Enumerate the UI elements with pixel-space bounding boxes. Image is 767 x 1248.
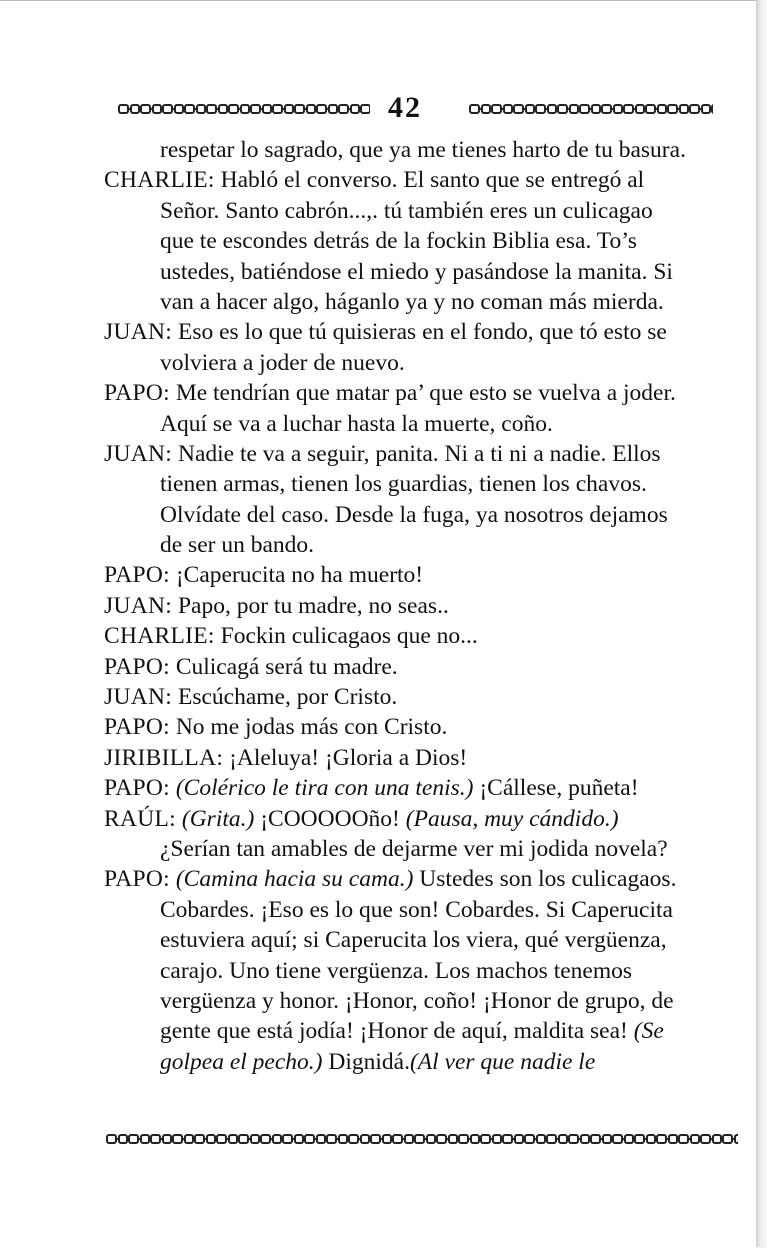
text-line: ustedes, batiéndose el miedo y pasándose la manita. Si	[160, 258, 673, 285]
dialogue-line	[104, 864, 726, 894]
speaker-name: PAPO:	[104, 775, 170, 802]
dialogue-line	[104, 682, 726, 712]
dialogue-text: Eso es lo que tú quisieras en el fondo, que tó esto se	[172, 319, 667, 346]
text-line: van a hacer algo, háganlo ya y no coman más mierda.	[160, 288, 664, 315]
dialogue-text: ¡Caperucita no ha muerto!	[169, 562, 424, 589]
stage-direction: (Camina hacia su cama.)	[169, 866, 414, 893]
dialogue-line	[104, 621, 726, 651]
dialogue-line	[104, 652, 726, 682]
speaker-name: PAPO:	[104, 714, 170, 741]
speaker-name: PAPO:	[104, 866, 170, 893]
dialogue-text: ¡Cállese, puñeta!	[473, 775, 639, 802]
dialogue-line	[104, 439, 726, 469]
dialogue-line	[104, 560, 726, 590]
text-line	[104, 1016, 726, 1046]
dialogue-line	[104, 712, 726, 742]
speaker-name: RAÚL:	[104, 805, 176, 832]
dialogue-line	[104, 591, 726, 621]
dialogue-line	[104, 317, 726, 347]
speaker-name: JIRIBILLA:	[104, 744, 224, 771]
dialogue-line	[104, 773, 726, 803]
chain-ornament-left	[118, 102, 370, 116]
dialogue-line	[104, 743, 726, 773]
script-text	[104, 135, 726, 1077]
dialogue-text: Dignidá.	[322, 1048, 410, 1075]
text-line: estuviera aquí; si Caperucita los viera, qué vergüenza,	[160, 927, 667, 954]
dialogue-line	[104, 378, 726, 408]
dialogue-text: Me tendrían que matar pa’ que esto se vuelva a joder.	[169, 380, 676, 407]
stage-direction: golpea el pecho.)	[160, 1048, 323, 1075]
text-line: Cobardes. ¡Eso es lo que son! Cobardes. Si Caperucita	[160, 896, 673, 923]
speaker-name: JUAN:	[104, 440, 173, 467]
dialogue-text: Fockin culicagaos que no...	[214, 623, 478, 650]
speaker-name: JUAN:	[104, 592, 173, 619]
text-line: vergüenza y honor. ¡Honor, coño! ¡Honor de grupo, de	[160, 987, 674, 1014]
speaker-name: JUAN:	[104, 684, 173, 711]
dialogue-text: Papo, por tu madre, no seas..	[172, 592, 449, 619]
text-line: Señor. Santo cabrón...,. tú también eres un culicagao	[160, 197, 653, 224]
text-line: Aquí se va a luchar hasta la muerte, coño.	[160, 410, 553, 437]
speaker-name: CHARLIE:	[104, 623, 215, 650]
text-line: Olvídate del caso. Desde la fuga, ya nosotros dejamos	[160, 501, 668, 528]
text-line: respetar lo sagrado, que ya me tienes harto de tu basura.	[160, 137, 686, 163]
text-line	[104, 1047, 726, 1077]
chain-ornament-bottom	[106, 1132, 738, 1146]
dialogue-text: Ustedes son los culicagaos.	[413, 866, 677, 893]
speaker-name: CHARLIE:	[104, 167, 215, 194]
speaker-name: PAPO:	[104, 562, 170, 589]
speaker-name: PAPO:	[104, 653, 170, 680]
speaker-name: PAPO:	[104, 380, 170, 407]
dialogue-text: Habló el converso. El santo que se entregó al	[214, 167, 645, 194]
dialogue-text: ¡COOOOOño!	[254, 805, 406, 832]
text-line: tienen armas, tienen los guardias, tienen los chavos.	[160, 471, 647, 498]
stage-direction: (Al ver que nadie le	[409, 1048, 596, 1075]
page-edge-shadow	[756, 0, 767, 1247]
text-line: carajo. Uno tiene vergüenza. Los machos tenemos	[160, 957, 633, 984]
stage-direction: (Pausa, muy cándido.)	[405, 805, 619, 832]
text-line: que te escondes detrás de la fockin Biblia esa. To’s	[160, 228, 637, 255]
dialogue-text: Nadie te va a seguir, panita. Ni a ti ni a nadie. Ellos	[172, 440, 661, 467]
dialogue-text: No me jodas más con Cristo.	[169, 714, 448, 741]
text-line: volviera a joder de nuevo.	[160, 349, 405, 376]
dialogue-text: Escúchame, por Cristo.	[172, 684, 398, 711]
text-line: ¿Serían tan amables de dejarme ver mi jodida novela?	[160, 835, 668, 862]
stage-direction: (Grita.)	[176, 805, 255, 832]
speaker-name: JUAN:	[104, 319, 173, 346]
dialogue-line	[104, 165, 726, 195]
text-line: de ser un bando.	[160, 532, 315, 559]
dialogue-line	[104, 804, 726, 834]
dialogue-text: ¡Aleluya! ¡Gloria a Dios!	[223, 744, 468, 771]
stage-direction: (Colérico le tira con una tenis.)	[169, 775, 474, 802]
chain-ornament-right	[469, 102, 713, 116]
dialogue-text: gente que está jodía! ¡Honor de aquí, maldita sea!	[160, 1018, 634, 1045]
dialogue-text: Culicagá será tu madre.	[169, 653, 398, 680]
stage-direction: (Se	[633, 1018, 664, 1045]
page-number: 42	[388, 91, 422, 124]
